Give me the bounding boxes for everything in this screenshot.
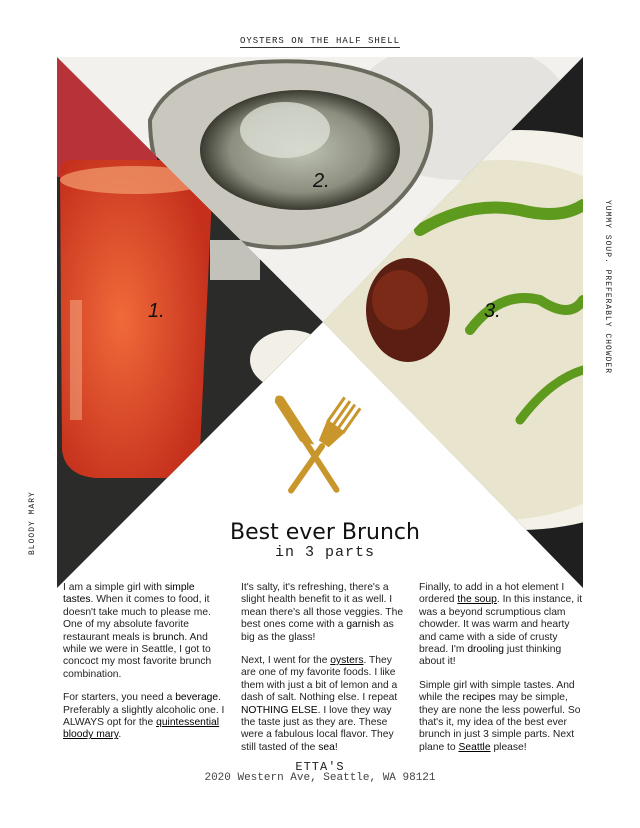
paragraph: I am a simple girl with simple tastes. When it comes to food, it doesn't take much to please me. One of my absolute favorite restaurant meals is brunch. And while we were in Seattle, I got to concoct my most favorite brunch combination. bbox=[63, 582, 212, 680]
highlight: sea bbox=[318, 741, 335, 753]
paragraph: Simple girl with simple tastes. And while the recipes may be simple, they are none the less powerful. So that's it, my idea of the best ever brunch in just 3 simple parts. Next plane to Seattle please! bbox=[419, 679, 581, 753]
link-bloody-mary[interactable]: quintessential bloody mary bbox=[63, 717, 220, 741]
article-title: Best ever Brunch bbox=[230, 520, 420, 545]
top-caption: OYSTERS ON THE HALF SHELL bbox=[239, 36, 401, 46]
photo-number-2: 2. bbox=[313, 170, 330, 192]
highlight: recipes bbox=[462, 692, 496, 704]
paragraph: Finally, to add in a hot element I ordered the soup. In this instance, it was a beyond scrumptious clam chowder. It was warm and hearty and came with a side of crusty bread. I'm drooling just thinking about it! bbox=[419, 582, 583, 668]
fork-and-knife-icon bbox=[273, 393, 362, 499]
left-caption: BLOODY MARY bbox=[28, 491, 37, 555]
link-the-soup[interactable]: the soup bbox=[457, 594, 497, 606]
link-seattle[interactable]: Seattle bbox=[458, 741, 491, 753]
highlight: brunch bbox=[152, 631, 185, 643]
highlight: beverage bbox=[175, 692, 219, 704]
photo-number-1: 1. bbox=[148, 300, 165, 322]
highlight: NOTHING ELSE bbox=[241, 704, 318, 716]
paragraph: For starters, you need a beverage. Preferably a slightly alcoholic one. I ALWAYS opt for the quintessential bloody mary. bbox=[63, 692, 225, 741]
paragraph: It's salty, it's refreshing, there's a slight health benefit to it as well. I mean there's all those veggies. The best ones come with a garnish as big as the glass! bbox=[241, 582, 404, 643]
column-2 bbox=[241, 582, 405, 765]
highlight: drooling bbox=[467, 644, 504, 656]
column-1 bbox=[63, 582, 227, 765]
highlight: simple tastes bbox=[63, 582, 195, 606]
article-body bbox=[63, 582, 583, 765]
photo-number-3: 3. bbox=[484, 300, 501, 322]
paragraph: Next, I went for the oysters. They are one of my favorite foods. I like them with just a bit of lemon and a dash of salt. Nothing else. I repeat NOTHING ELSE. I love they way the taste just as they are. These were a fabulous local flavor. They still tasted of the sea! bbox=[241, 655, 398, 753]
right-caption: YUMMY SOUP. PREFERABLY CHOWDER bbox=[603, 200, 612, 375]
restaurant-name: ETTA'S bbox=[295, 760, 345, 774]
highlight: garnish bbox=[346, 619, 381, 631]
column-3 bbox=[419, 582, 583, 765]
link-oysters[interactable]: oysters bbox=[330, 655, 364, 667]
restaurant-address: 2020 Western Ave, Seattle, WA 98121 bbox=[204, 772, 436, 784]
article-subtitle: in 3 parts bbox=[274, 544, 375, 561]
